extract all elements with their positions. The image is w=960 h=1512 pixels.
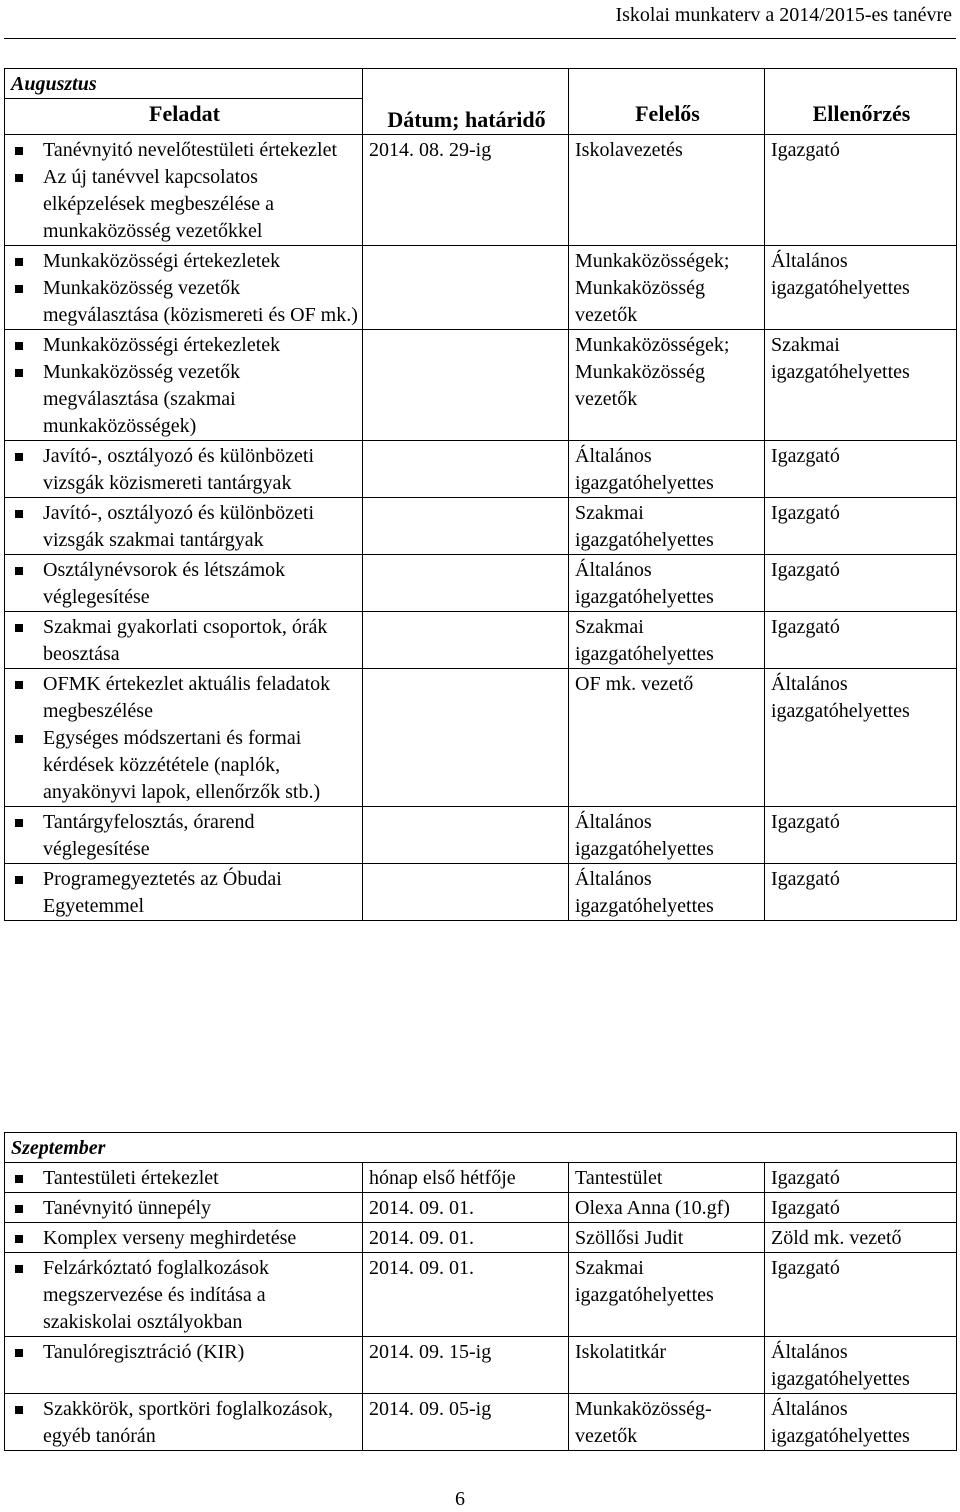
date-cell: 2014. 09. 05-ig — [363, 1394, 569, 1451]
date-cell — [363, 498, 569, 555]
responsible-cell: Iskolatitkár — [569, 1337, 765, 1394]
responsible-cell: Iskolavezetés — [569, 135, 765, 246]
date-cell — [363, 330, 569, 441]
table-row — [5, 1394, 957, 1451]
table-row — [5, 669, 957, 807]
task-list — [11, 1195, 358, 1222]
task-cell — [5, 1394, 363, 1451]
table-row — [5, 807, 957, 864]
table-row — [5, 246, 957, 330]
responsible-cell: Általános igazgatóhelyettes — [569, 555, 765, 612]
task-cell — [5, 1337, 363, 1394]
check-cell: Igazgató — [765, 1163, 957, 1193]
check-cell: Szakmai igazgatóhelyettes — [765, 330, 957, 441]
task-list — [11, 1225, 358, 1252]
date-cell: 2014. 09. 01. — [363, 1253, 569, 1337]
task-list — [11, 1339, 358, 1366]
date-cell: 2014. 09. 01. — [363, 1223, 569, 1253]
table-row — [5, 1337, 957, 1394]
task-item: Komplex verseny meghirdetése — [11, 1225, 358, 1252]
responsible-cell: Munkaközösség-vezetők — [569, 1394, 765, 1451]
task-item: Osztálynévsorok és létszámok véglegesítése — [11, 557, 358, 611]
check-cell: Igazgató — [765, 864, 957, 921]
task-item: Tantestületi értekezlet — [11, 1165, 358, 1192]
check-cell: Igazgató — [765, 612, 957, 669]
task-list — [11, 614, 358, 668]
september-table — [4, 1132, 957, 1451]
date-cell — [363, 246, 569, 330]
responsible-cell: Szakmai igazgatóhelyettes — [569, 498, 765, 555]
month-title-september: Szeptember — [5, 1133, 957, 1163]
task-cell — [5, 669, 363, 807]
table-row — [5, 135, 957, 246]
check-cell: Igazgató — [765, 441, 957, 498]
table-row — [5, 441, 957, 498]
task-item: Az új tanévvel kapcsolatos elképzelések megbeszélése a munkaközösség vezetőkkel — [11, 164, 358, 245]
task-cell — [5, 612, 363, 669]
task-item: Munkaközösségi értekezletek — [11, 248, 358, 275]
responsible-cell: Munkaközösségek; Munkaközösség vezetők — [569, 246, 765, 330]
table-row — [5, 612, 957, 669]
responsible-cell: Szakmai igazgatóhelyettes — [569, 612, 765, 669]
date-cell: 2014. 08. 29-ig — [363, 135, 569, 246]
task-cell — [5, 1193, 363, 1223]
task-cell — [5, 555, 363, 612]
task-item: Tanévnyitó ünnepély — [11, 1195, 358, 1222]
table-row — [5, 1193, 957, 1223]
table-row — [5, 1223, 957, 1253]
responsible-cell: Munkaközösségek; Munkaközösség vezetők — [569, 330, 765, 441]
table-row — [5, 555, 957, 612]
task-list — [11, 248, 358, 329]
task-list — [11, 1255, 358, 1336]
task-item: Szakkörök, sportköri foglalkozások, egyéb tanórán — [11, 1396, 358, 1450]
check-cell: Igazgató — [765, 498, 957, 555]
header-task: Feladat — [5, 99, 363, 135]
task-cell — [5, 1163, 363, 1193]
responsible-cell: Szöllősi Judit — [569, 1223, 765, 1253]
task-list — [11, 137, 358, 245]
task-cell — [5, 1253, 363, 1337]
check-cell: Általános igazgatóhelyettes — [765, 246, 957, 330]
task-item: Szakmai gyakorlati csoportok, órák beosztása — [11, 614, 358, 668]
page-header-title: Iskolai munkaterv a 2014/2015-es tanévre — [615, 4, 952, 26]
table-row — [5, 498, 957, 555]
check-cell: Igazgató — [765, 1193, 957, 1223]
table-row — [5, 1253, 957, 1337]
date-cell — [363, 441, 569, 498]
table-row — [5, 330, 957, 441]
task-item: Tanévnyitó nevelőtestületi értekezlet — [11, 137, 358, 164]
header-check: Ellenőrzés — [765, 69, 957, 135]
date-cell — [363, 669, 569, 807]
responsible-cell: Tantestület — [569, 1163, 765, 1193]
responsible-cell: OF mk. vezető — [569, 669, 765, 807]
task-cell — [5, 498, 363, 555]
task-item: Javító-, osztályozó és különbözeti vizsgák szakmai tantárgyak — [11, 500, 358, 554]
task-item: Munkaközösségi értekezletek — [11, 332, 358, 359]
date-cell: hónap első hétfője — [363, 1163, 569, 1193]
task-list — [11, 500, 358, 554]
check-cell: Igazgató — [765, 1253, 957, 1337]
task-list — [11, 443, 358, 497]
task-list — [11, 332, 358, 440]
date-cell — [363, 555, 569, 612]
task-list — [11, 1396, 358, 1450]
task-item: Egységes módszertani és formai kérdések közzététele (naplók, anyakönyvi lapok, ellenőrzők stb.) — [11, 725, 358, 806]
responsible-cell: Általános igazgatóhelyettes — [569, 441, 765, 498]
header-date: Dátum; határidő — [363, 69, 569, 135]
month-title-august: Augusztus — [5, 69, 363, 99]
task-cell — [5, 864, 363, 921]
task-cell — [5, 330, 363, 441]
check-cell: Igazgató — [765, 555, 957, 612]
task-cell — [5, 807, 363, 864]
check-cell: Igazgató — [765, 807, 957, 864]
check-cell: Zöld mk. vezető — [765, 1223, 957, 1253]
task-cell — [5, 135, 363, 246]
check-cell: Általános igazgatóhelyettes — [765, 669, 957, 807]
header-rule — [4, 38, 956, 39]
task-item: Tanulóregisztráció (KIR) — [11, 1339, 358, 1366]
date-cell: 2014. 09. 15-ig — [363, 1337, 569, 1394]
date-cell — [363, 807, 569, 864]
check-cell: Igazgató — [765, 135, 957, 246]
task-cell — [5, 246, 363, 330]
task-item: Munkaközösség vezetők megválasztása (közismereti és OF mk.) — [11, 275, 358, 329]
task-item: Programegyeztetés az Óbudai Egyetemmel — [11, 866, 358, 920]
task-cell — [5, 441, 363, 498]
task-item: Tantárgyfelosztás, órarend véglegesítése — [11, 809, 358, 863]
task-item: Felzárkóztató foglalkozások megszervezése és indítása a szakiskolai osztályokban — [11, 1255, 358, 1336]
task-cell — [5, 1223, 363, 1253]
page-number: 6 — [455, 1488, 465, 1510]
check-cell: Általános igazgatóhelyettes — [765, 1394, 957, 1451]
responsible-cell: Általános igazgatóhelyettes — [569, 864, 765, 921]
task-list — [11, 809, 358, 863]
header-responsible: Felelős — [569, 69, 765, 135]
task-item: Javító-, osztályozó és különbözeti vizsgák közismereti tantárgyak — [11, 443, 358, 497]
task-item: Munkaközösség vezetők megválasztása (szakmai munkaközösségek) — [11, 359, 358, 440]
august-table — [4, 68, 957, 921]
task-list — [11, 866, 358, 920]
date-cell — [363, 864, 569, 921]
task-item: OFMK értekezlet aktuális feladatok megbeszélése — [11, 671, 358, 725]
date-cell: 2014. 09. 01. — [363, 1193, 569, 1223]
table-row — [5, 1163, 957, 1193]
task-list — [11, 1165, 358, 1192]
task-list — [11, 671, 358, 806]
responsible-cell: Általános igazgatóhelyettes — [569, 807, 765, 864]
table-row — [5, 864, 957, 921]
task-list — [11, 557, 358, 611]
responsible-cell: Szakmai igazgatóhelyettes — [569, 1253, 765, 1337]
check-cell: Általános igazgatóhelyettes — [765, 1337, 957, 1394]
date-cell — [363, 612, 569, 669]
responsible-cell: Olexa Anna (10.gf) — [569, 1193, 765, 1223]
